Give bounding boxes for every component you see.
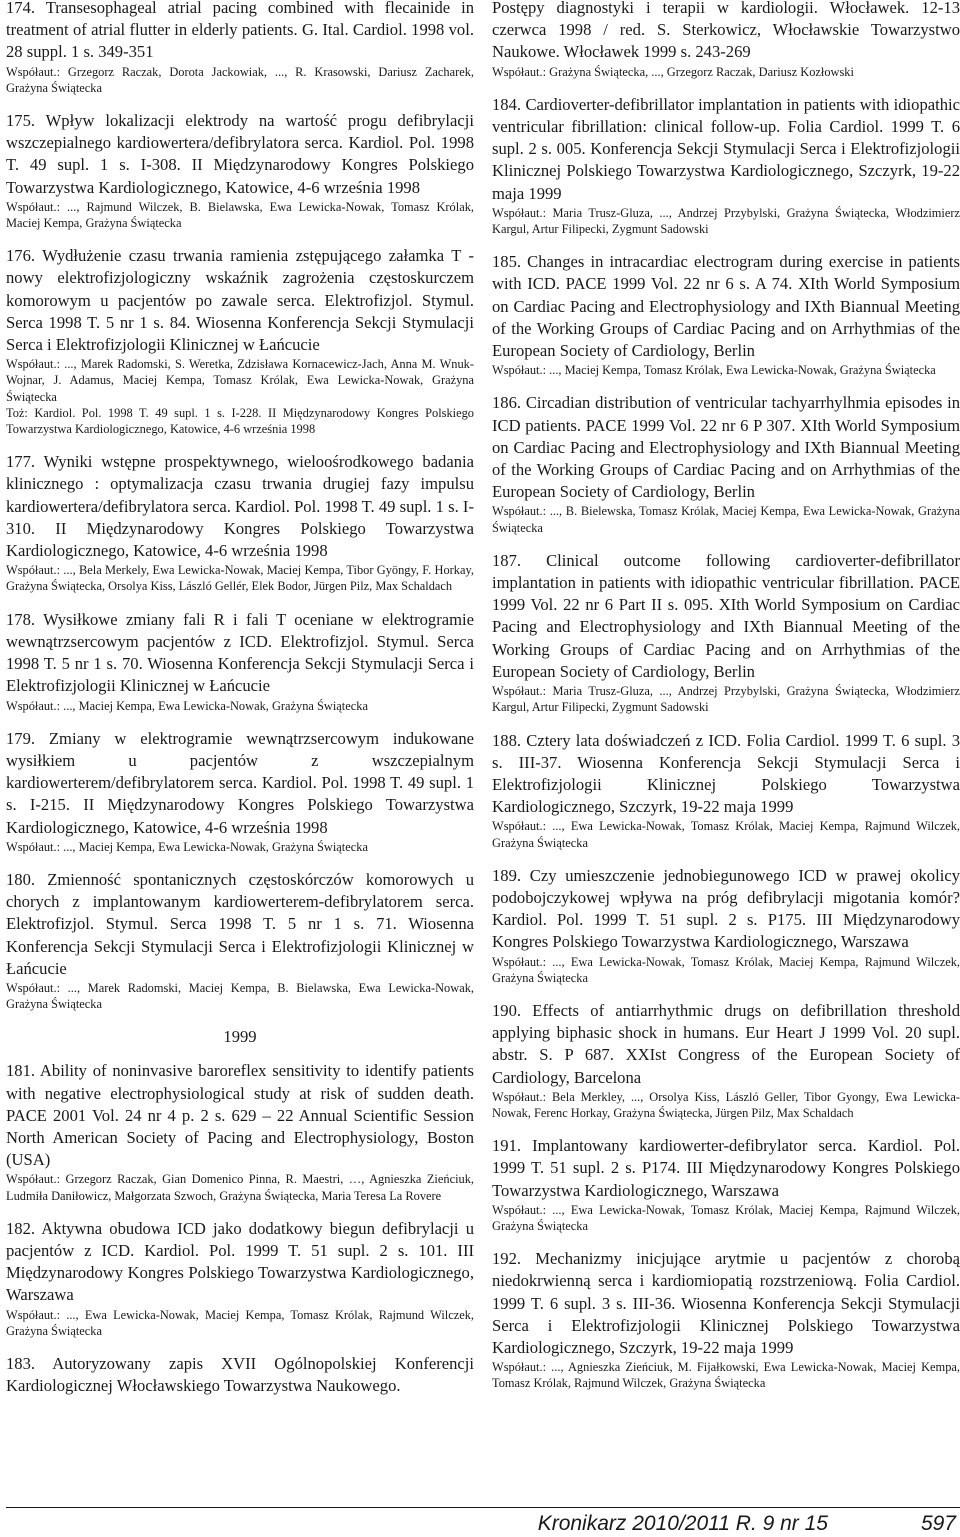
entry-text: 178. Wysiłkowe zmiany fali R i fali T oceniane w elektrogramie wewnątrzsercowym pacjentów z ICD. Elektrofizjol. Stymul. Serca 1998 T. 5 nr 1 s. 70. Wiosenna Konferencja Sekcji Stymulacji Serca i Elektrofizjologii Klinicznej w Łańcucie [6, 609, 474, 696]
entry-text: 182. Aktywna obudowa ICD jako dodatkowy biegun defibrylacji u pacjentów z ICD. Kardiol. Pol. 1999 T. 51 supl. 2 s. 101. III Międzynarodowy Kongres Polskiego Towarzystwa Kardiologicznego, Warszawa [6, 1218, 474, 1305]
coauthors: Współaut.: Grażyna Świątecka, ..., Grzegorz Raczak, Dariusz Kozłowski [492, 64, 854, 79]
entry-text: 176. Wydłużenie czasu trwania ramienia zstępującego załamka T - nowy elektrofizjologiczny wskaźnik zagrożenia częstoskurczem komorowym u pacjentów po zawale serca. Elektrofizjol. Stymul. Serca 1998 T. 5 nr 1 s. 84. Wiosenna Konferencja Sekcji Stymulacji Serca i Elektrofizjologii Klinicznej w Łańcucie [6, 246, 474, 355]
entry-text: 189. Czy umieszczenie jednobiegunowego ICD w prawej okolicy podobojczykowej wpływa na próg defibrylacji migotania komór? Kardiol. Pol. 1999 T. 51 supl. 2 s. P175. III Międzynarodowy Kongres Polskiego Towarzystwa Kardiologicznego, Warszawa [492, 865, 960, 952]
coauthors: Współaut.: ..., Agnieszka Zieńciuk, M. Fijałkowski, Ewa Lewicka-Nowak, Maciej Kempa, Tomasz Królak, Rajmund Wilczek, Grażyna Świątecka [492, 1360, 960, 1391]
right-column [492, 0, 960, 1406]
entry-text: 175. Wpływ lokalizacji elektrody na wartość progu defibrylacji wszczepialnego kardiowertera/defibrylatora serca. Kardiol. Pol. 1998 T. 49 supl. 1 s. I-308. II Międzynarodowy Kongres Polskiego Towarzystwa Kardiologicznego, Katowice, 4-6 września 1998 [6, 111, 474, 197]
coauthors: Współaut.: ..., Maciej Kempa, Ewa Lewicka-Nowak, Grażyna Świątecka [6, 839, 368, 854]
coauthors: Współaut.: ..., Marek Radomski, S. Weretka, Zdzisława Kornacewicz-Jach, Anna M. Wnuk-Wojnar, J. Adamus, Maciej Kempa, Tomasz Królak, Ewa Lewicka-Nowak, Grażyna Świątecka [6, 357, 474, 404]
entry-181 [6, 1060, 474, 1203]
entry-text: 186. Circadian distribution of ventricular tachyarrhylhmia episodes in ICD patients. PACE 1999 Vol. 22 nr 6 P 307. XIth World Symposium on Cardiac Pacing and Electrophysiology and IXth Biannual Meeting of the Working Groups of Cardiac Pacing and on Arrhythmias of the European Society of Cardiology, Berlin [492, 393, 960, 502]
entry-text: 192. Mechanizmy inicjujące arytmie u pacjentów z chorobą niedokrwienną serca i kardiomiopatią rozstrzeniową. Folia Cardiol. 1999 T. 6 supl. 3 s. III-36. Wiosenna Konferencja Sekcji Stymulacji Serca i Elektrofizjologii Klinicznej Polskiego Towarzystwa Kardiologicznego, Szczyrk, 19-22 maja 1999 [492, 1249, 960, 1357]
entry-182 [6, 1218, 474, 1339]
entry-184 [492, 94, 960, 237]
entry-text: 184. Cardioverter-defibrillator implantation in patients with idiopathic ventricular fibrillation: clinical follow-up. Folia Cardiol. 1999 T. 6 supl. 2 s. 005. Konferencja Sekcji Stymulacji Serca i Elektrofizjologii Klinicznej Polskiego Towarzystwa Kardiologicznego, Szczyrk, 19-22 maja 1999 [492, 94, 960, 203]
entry-175 [6, 110, 474, 231]
entry-191 [492, 1135, 960, 1234]
coauthors: Współaut.: ..., Maciej Kempa, Ewa Lewicka-Nowak, Grażyna Świątecka [6, 698, 368, 713]
entry-text: 183. Autoryzowany zapis XVII Ogólnopolskiej Konferencji Kardiologicznej Włocławskiego Towarzystwa Naukowego. [6, 1353, 474, 1396]
entry-text: Postępy diagnostyki i terapii w kardiologii. Włocławek. 12-13 czerwca 1998 / red. S. Sterkowicz, Włocławskie Towarzystwo Naukowe. Włocławek 1999 s. 243-269 [492, 0, 960, 62]
entry-178 [6, 609, 474, 714]
coauthors: Współaut.: ..., Bela Merkely, Ewa Lewicka-Nowak, Maciej Kempa, Tibor Gyöngy, F. Horkay, Grażyna Świątecka, Orsolya Kiss, László Gellér, Elek Bodor, Jürgen Pilz, Max Schaldach [6, 563, 474, 594]
entry-189 [492, 865, 960, 986]
entry-text: 180. Zmienność spontanicznych częstoskórczów komorowych u chorych z implantowanym kardiowerterem-defibrylatorem serca. Elektrofizjol. Stymul. Serca 1998 T. 5 nr 1 s. 71. Wiosenna Konferencja Sekcji Stymulacji Serca i Elektrofizjologii Klinicznej w Łańcucie [6, 869, 474, 978]
coauthors: Współaut.: Grzegorz Raczak, Gian Domenico Pinna, R. Maestri, …, Agnieszka Zieńciuk, Ludmiła Daniłowicz, Małgorzata Szwoch, Grażyna Świątecka, Maria Teresa La Rovere [6, 1172, 474, 1203]
entry-190 [492, 1000, 960, 1121]
entry-text: 185. Changes in intracardiac electrogram during exercise in patients with ICD. PACE 1999 Vol. 22 nr 6 s. A 74. XIth World Symposium on Cardiac Pacing and Electrophysiology and IXth Biannual Meeting of the Working Groups of Cardiac Pacing and on Arrhythmias of the European Society of Cardiology, Berlin [492, 252, 960, 361]
entry-text: 179. Zmiany w elektrogramie wewnątrzsercowym indukowane wysiłkiem u pacjentów z wszczepialnym kardiowerterem/defibrylatorem serca. Kardiol. Pol. 1998 T. 49 supl. 1 s. I-215. II Międzynarodowy Kongres Polskiego Towarzystwa Kardiologicznego, Katowice, 4-6 września 1998 [6, 728, 474, 837]
left-column [6, 0, 474, 1411]
entry-179 [6, 728, 474, 855]
entry-192 [492, 1248, 960, 1391]
coauthors: Współaut.: ..., Ewa Lewicka-Nowak, Maciej Kempa, Tomasz Królak, Rajmund Wilczek, Grażyna Świątecka [6, 1307, 474, 1338]
coauthors: Współaut.: ..., Ewa Lewicka-Nowak, Tomasz Królak, Maciej Kempa, Rajmund Wilczek, Grażyna Świątecka [492, 1202, 960, 1233]
footer-rule [6, 1507, 960, 1508]
coauthors: Współaut.: Grzegorz Raczak, Dorota Jackowiak, ..., R. Krasowski, Dariusz Zacharek, Grażyna Świątecka [6, 64, 474, 95]
coauthors: Współaut.: Maria Trusz-Gluza, ..., Andrzej Przybylski, Grażyna Świątecka, Włodzimierz Kargul, Artur Filipecki, Zygmunt Sadowski [492, 684, 960, 715]
entry-187 [492, 550, 960, 716]
entry-text: 188. Cztery lata doświadczeń z ICD. Folia Cardiol. 1999 T. 6 supl. 3 s. III-37. Wiosenna Konferencja Sekcji Stymulacji Serca i Elektrofizjologii Klinicznej Polskiego Towarzystwa Kardiologicznego, Szczyrk, 19-22 maja 1999 [492, 730, 960, 817]
coauthors: Współaut.: ..., Rajmund Wilczek, B. Bielawska, Ewa Lewicka-Nowak, Tomasz Królak, Maciej Kempa, Grażyna Świątecka [6, 199, 474, 231]
entry-text: 177. Wyniki wstępne prospektywnego, wieloośrodkowego badania klinicznego : optymalizacja czasu trwania drugiej fazy impulsu kardiowertera/defibrylatora serca. Kardiol. Pol. 1998 T. 49 supl. 1 s. I-310. II Międzynarodowy Kongres Polskiego Towarzystwa Kardiologicznego, Katowice, 4-6 września 1998 [6, 452, 474, 561]
reprint-note: Toż: Kardiol. Pol. 1998 T. 49 supl. 1 s. I-228. II Międzynarodowy Kongres Polskiego Towarzystwa Kardiologicznego, Katowice, 4-6 września 1998 [6, 405, 474, 437]
entry-180 [6, 869, 474, 1012]
entry-174 [6, 0, 474, 96]
coauthors: Współaut.: ..., Marek Radomski, Maciej Kempa, B. Bielawska, Ewa Lewicka-Nowak, Grażyna Świątecka [6, 980, 474, 1012]
entry-183 [6, 1353, 474, 1397]
entry-176 [6, 245, 474, 437]
entry-185 [492, 251, 960, 378]
coauthors: Współaut.: ..., Ewa Lewicka-Nowak, Tomasz Królak, Maciej Kempa, Rajmund Wilczek, Grażyna Świątecka [492, 819, 960, 850]
entry-text: 174. Transesophageal atrial pacing combined with flecainide in treatment of atrial flutter in elderly patients. G. Ital. Cardiol. 1998 vol. 28 suppl. 1 s. 349-351 [6, 0, 474, 62]
entry-188 [492, 730, 960, 851]
entry-text: 190. Effects of antiarrhythmic drugs on defibrillation threshold applying biphasic shock in humans. Eur Heart J 1999 Vol. 20 supl. abstr. S. P 687. XXIst Congress of the European Society of Cardiology, Barcelona [492, 1000, 960, 1087]
entry-186 [492, 392, 960, 535]
coauthors: Współaut.: Bela Merkley, ..., Orsolya Kiss, László Geller, Tibor Gyongy, Ewa Lewicka-Nowak, Ferenc Horkay, Grażyna Świątecka, Jürgen Pilz, Max Schaldach [492, 1089, 960, 1120]
page-number: 597 [920, 1512, 956, 1535]
entry-text: 187. Clinical outcome following cardioverter-defibrillator implantation in patients with idiopathic ventricular fibrillation. PACE 1999 Vol. 22 nr 6 Part II s. 095. XIth World Symposium on Cardiac Pacing and Electrophysiology and IXth Biannual Meeting of the Working Groups of Cardiac Pacing and on Arrhythmias of the European Society of Cardiology, Berlin [492, 550, 960, 681]
entry-text: 181. Ability of noninvasive baroreflex sensitivity to identify patients with negative electrophysiological study at risk of sudden death. PACE 2001 Vol. 24 nr 4 p. 2 s. 629 – 22 Annual Scientific Session North American Society of Pacing and Electrophysiology, Boston (USA) [6, 1061, 474, 1170]
entry-text: 191. Implantowany kardiowerter-defibrylator serca. Kardiol. Pol. 1999 T. 51 supl. 2 s. P174. III Międzynarodowy Kongres Polskiego Towarzystwa Kardiologicznego, Warszawa [492, 1136, 960, 1200]
entry-183-continued [492, 0, 960, 80]
coauthors: Współaut.: ..., B. Bielewska, Tomasz Królak, Maciej Kempa, Ewa Lewicka-Nowak, Grażyna Świątecka [492, 504, 960, 535]
coauthors: Współaut.: ..., Ewa Lewicka-Nowak, Tomasz Królak, Maciej Kempa, Rajmund Wilczek, Grażyna Świątecka [492, 954, 960, 985]
footer-journal-title: Kronikarz 2010/2011 R. 9 nr 15 [537, 1512, 828, 1535]
coauthors: Współaut.: ..., Maciej Kempa, Tomasz Królak, Ewa Lewicka-Nowak, Grażyna Świątecka [492, 363, 936, 378]
year-heading: 1999 [223, 1027, 257, 1047]
entry-177 [6, 451, 474, 594]
coauthors: Współaut.: Maria Trusz-Gluza, ..., Andrzej Przybylski, Grażyna Świątecka, Włodzimierz Kargul, Artur Filipecki, Zygmunt Sadowski [492, 205, 960, 237]
